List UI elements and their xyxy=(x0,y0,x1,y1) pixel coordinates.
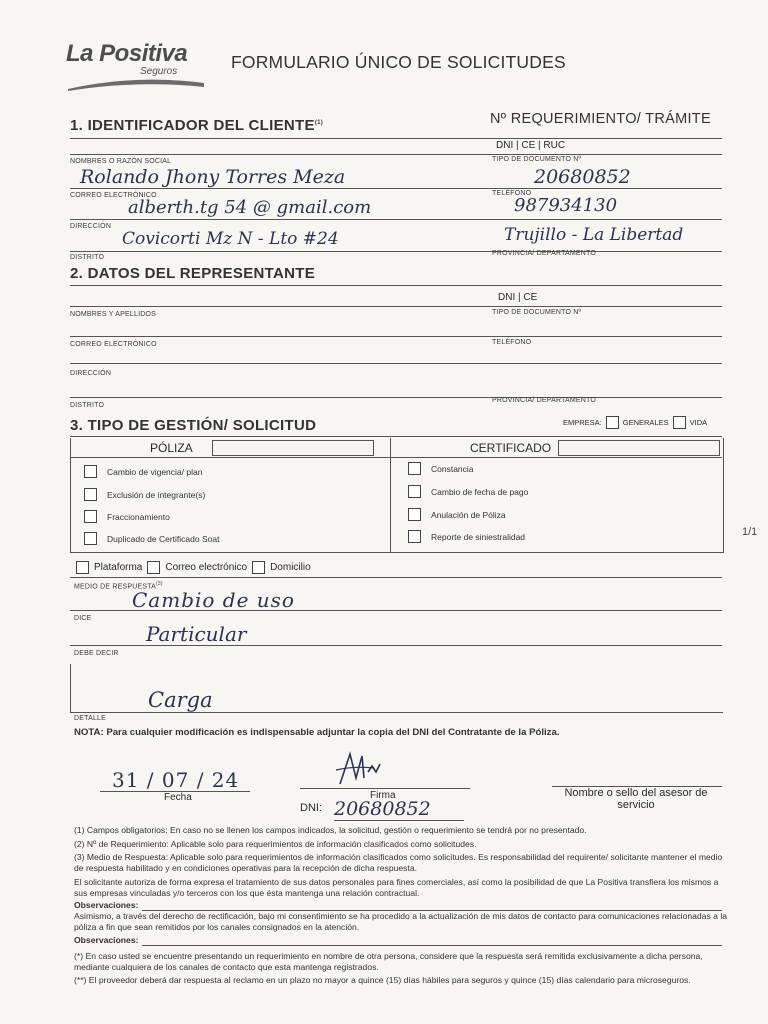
rep-provincia-label: PROVINCIA/ DEPARTAMENTO xyxy=(492,397,597,404)
nota-asterisco-2: (**) El proveedor deberá dar respuesta al reclamo en un plazo no mayor a quince (15) días hábiles para seguros y quince (15) días calendario para microseguros. xyxy=(74,975,691,985)
nombre-label: NOMBRES O RAZÓN SOCIAL xyxy=(70,158,172,165)
correo-value[interactable]: alberth.tg 54 @ gmail.com xyxy=(128,197,372,218)
correo-label: CORREO ELECTRÓNICO xyxy=(70,192,157,199)
poliza-option-1-checkbox[interactable] xyxy=(84,465,97,478)
dice-label: DICE xyxy=(74,615,92,622)
generales-label: GENERALES xyxy=(622,418,669,427)
detalle-value[interactable]: Carga xyxy=(148,688,213,712)
poliza-option-4-checkbox[interactable] xyxy=(84,532,97,545)
vida-label: VIDA xyxy=(689,418,708,427)
rep-direccion-label: DIRECCIÓN xyxy=(70,370,112,377)
certificado-option-2-checkbox[interactable] xyxy=(408,485,421,498)
signature-drawing xyxy=(334,748,384,788)
dni-label: DNI: xyxy=(300,802,322,814)
direccion-label: DIRECCIÓN xyxy=(70,223,112,230)
generales-checkbox[interactable] xyxy=(606,416,619,429)
nota-asterisco-1: (*) En caso usted se encuentre presentando un requerimiento en nombre de otra persona, considere que la respuesta será remitida exclusivamente a dicha persona, mediante cualquiera de los canales de contacto que esta mantenga registrados. xyxy=(74,951,703,972)
asesor-label: Nombre o sello del asesor de servicio xyxy=(564,787,708,811)
asimismo-text: Asimismo, a través del derecho de rectificación, bajo mi consentimiento se ha procedido a la actualización de mis datos de contacto para comunicaciones relacionadas a la póliza a fin que sean remitidos por los canales consignados en la atención. xyxy=(74,911,728,932)
autoriza-text: El solicitante autoriza de forma expresa el tratamiento de sus datos personales para fines comerciales, así como la posibilidad de que La Positiva transfiera los mismos a sus empresas vinculadas y/o terceros con los que ésta mantenga una relación contractual. xyxy=(74,877,719,898)
logo-name: La Positiva xyxy=(66,40,188,67)
rep-correo-label: CORREO ELECTRÓNICO xyxy=(70,341,157,348)
tipo-doc-label: TIPO DE DOCUMENTO Nº xyxy=(492,156,582,163)
plataforma-checkbox[interactable] xyxy=(76,561,89,574)
firma-label: Firma xyxy=(370,790,396,801)
section3-title: 3. TIPO DE GESTIÓN/ SOLICITUD xyxy=(70,417,317,434)
distrito-label: DISTRITO xyxy=(70,254,105,261)
empresa-label: EMPRESA: xyxy=(563,418,602,427)
telefono-label: TELÉFONO xyxy=(492,190,532,197)
poliza-number-box[interactable] xyxy=(212,440,374,456)
poliza-option-4[interactable]: Duplicado de Certificado Soat xyxy=(84,532,219,545)
certificado-option-2[interactable]: Cambio de fecha de pago xyxy=(408,485,528,498)
domicilio-checkbox[interactable] xyxy=(252,561,265,574)
poliza-option-1[interactable]: Cambio de vigencia/ plan xyxy=(84,465,202,478)
poliza-option-2-checkbox[interactable] xyxy=(84,488,97,501)
certificado-option-4-checkbox[interactable] xyxy=(408,530,421,543)
rep-nombres-label: NOMBRES Y APELLIDOS xyxy=(70,311,157,318)
rep-tipo-doc-label: TIPO DE DOCUMENTO Nº xyxy=(492,309,582,316)
certificado-option-3-checkbox[interactable] xyxy=(408,508,421,521)
dice-value[interactable]: Cambio de uso xyxy=(132,588,295,612)
observaciones-2-label: Observaciones: xyxy=(74,935,139,945)
rep-doc-type-options: DNI | CE xyxy=(498,292,538,303)
dni-value[interactable]: 20680852 xyxy=(334,798,431,820)
debe-decir-value[interactable]: Particular xyxy=(146,622,247,646)
fecha-label: Fecha xyxy=(164,792,192,803)
footnote-2: (2) Nº de Requerimiento: Aplicable solo para requerimientos de información clasificados como solicitudes. xyxy=(74,839,477,849)
observaciones-1-label: Observaciones: xyxy=(74,900,139,910)
detalle-label: DETALLE xyxy=(74,715,107,722)
certificado-option-4[interactable]: Reporte de siniestralidad xyxy=(408,530,525,543)
poliza-option-2[interactable]: Exclusión de integrante(s) xyxy=(84,488,205,501)
certificado-option-1[interactable]: Constancia xyxy=(408,462,474,475)
direccion-value[interactable]: Covicorti Mz N - Lto #24 xyxy=(122,229,339,249)
logo xyxy=(66,40,206,96)
logo-sub: Seguros xyxy=(140,66,178,77)
correo-checkbox[interactable] xyxy=(147,561,160,574)
footnote-1: (1) Campos obligatorios: En caso no se llenen los campos indicados, la solicitud, gestión o requerimiento se tendrá por no presentado. xyxy=(74,825,587,835)
certificado-option-3[interactable]: Anulación de Póliza xyxy=(408,508,506,521)
empresa-selector xyxy=(563,416,707,429)
vida-checkbox[interactable] xyxy=(673,416,686,429)
side-page-number: 1/1 xyxy=(742,526,758,538)
footnote-3: (3) Medio de Respuesta: Aplicable solo para requerimientos de información clasificados como solicitudes. Es responsabilidad del requirente/ solicitante mantener el medio de respuesta habilitado y en condiciones operativas para la recepción de dicha respuesta. xyxy=(74,852,723,873)
provincia-label: PROVINCIA/ DEPARTAMENTO xyxy=(492,250,597,257)
poliza-label: PÓLIZA xyxy=(150,441,193,455)
rep-telefono-label: TELÉFONO xyxy=(492,339,532,346)
rep-distrito-label: DISTRITO xyxy=(70,402,105,409)
doc-type-options: DNI | CE | RUC xyxy=(496,140,566,151)
fecha-value[interactable]: 31 / 07 / 24 xyxy=(112,768,240,792)
certificado-number-box[interactable] xyxy=(558,440,720,456)
section2-title: 2. DATOS DEL REPRESENTANTE xyxy=(70,265,316,282)
medio-respuesta-options: Plataforma Correo electrónico Domicilio xyxy=(76,561,311,574)
certificado-option-1-checkbox[interactable] xyxy=(408,462,421,475)
medio-respuesta-label: MEDIO DE RESPUESTA$^{(3)}$ xyxy=(74,581,163,591)
provincia-value[interactable]: Trujillo - La Libertad xyxy=(504,225,684,245)
section1-title: 1. IDENTIFICADOR DEL CLIENTE$^{(1)}$ xyxy=(70,117,324,134)
logo-swoosh xyxy=(66,76,206,92)
requerimiento-title: Nº REQUERIMIENTO/ TRÁMITE xyxy=(490,111,711,127)
nombre-value[interactable]: Rolando Jhony Torres Meza xyxy=(80,166,346,188)
nota-text: NOTA: Para cualquier modificación es indispensable adjuntar la copia del DNI del Contratante de la Póliza. xyxy=(74,727,560,738)
poliza-option-3-checkbox[interactable] xyxy=(84,510,97,523)
poliza-option-3[interactable]: Fraccionamiento xyxy=(84,510,170,523)
form-title: FORMULARIO ÚNICO DE SOLICITUDES xyxy=(231,52,566,72)
debe-decir-label: DEBE DECIR xyxy=(74,650,119,657)
telefono-value[interactable]: 987934130 xyxy=(514,195,618,216)
certificado-label: CERTIFICADO xyxy=(470,441,552,455)
tipo-doc-value[interactable]: 20680852 xyxy=(534,166,631,188)
